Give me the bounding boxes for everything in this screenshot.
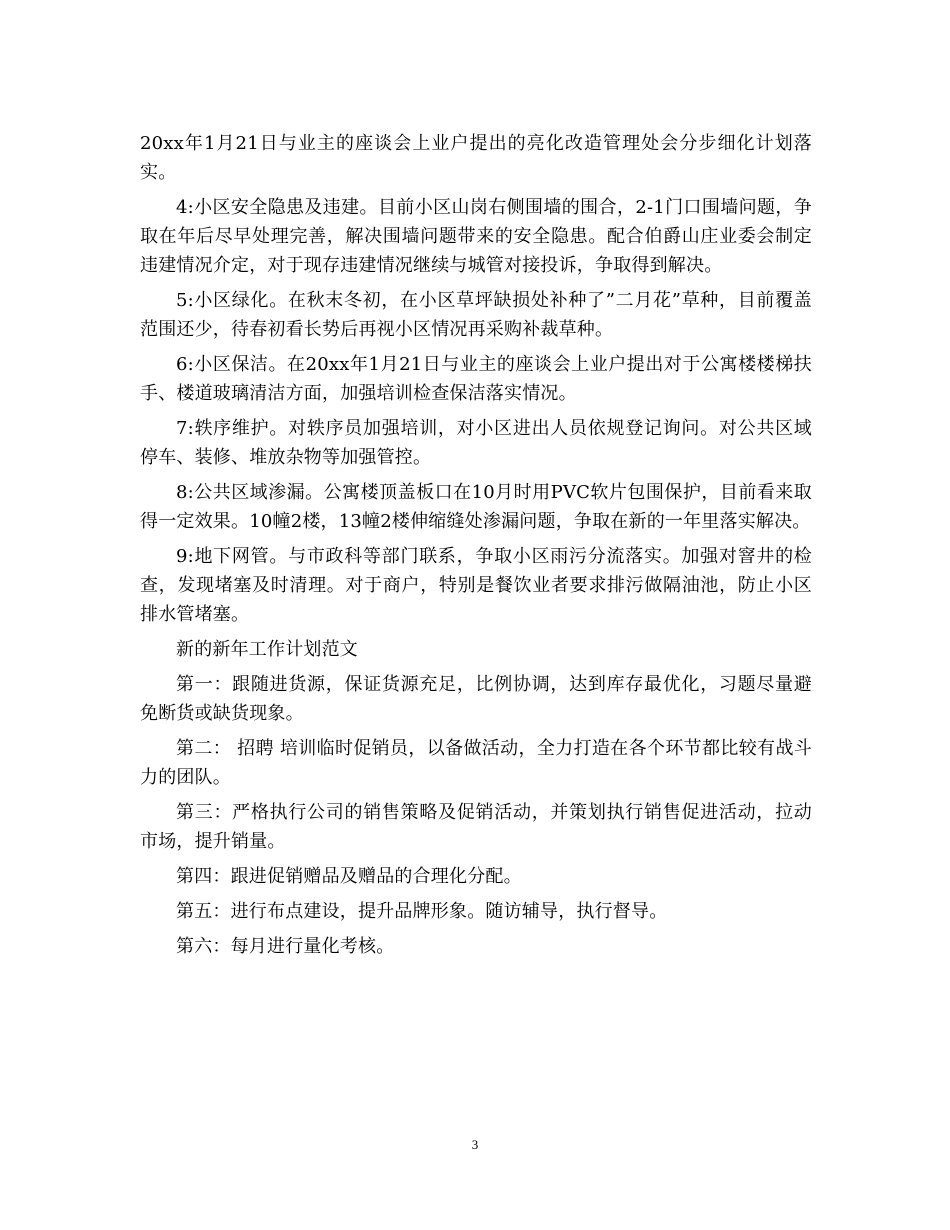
plan-item-1: 第一：跟随进货源，保证货源充足，比例协调，达到库存最优化，习题尽量避免断货或缺货现象。 bbox=[140, 674, 812, 724]
plan-item-4: 第四：跟进促销赠品及赠品的合理化分配。 bbox=[176, 866, 522, 887]
paragraph-item-5: 5:小区绿化。在秋末冬初，在小区草坪缺损处补种了”二月花”草种，目前覆盖范围还少，待春初看长势后再视小区情况再采购补裁草种。 bbox=[140, 290, 812, 340]
plan-item-3: 第三：严格执行公司的销售策略及促销活动，并策划执行销售促进活动，拉动市场，提升销量。 bbox=[140, 802, 812, 852]
plan-item-5: 第五：进行布点建设，提升品牌形象。随访辅导，执行督导。 bbox=[176, 901, 668, 922]
paragraph-item-4: 4:小区安全隐患及违建。目前小区山岗右侧围墙的围合，2-1门口围墙问题，争取在年后尽早处理完善，解决围墙问题带来的安全隐患。配合伯爵山庄业委会制定违建情况介定，对于现存违建情况继续与城管对接投诉，争取得到解决。 bbox=[140, 197, 812, 276]
paragraph-item-8: 8:公共区域渗漏。公寓楼顶盖板口在10月时用PVC软片包围保护，目前看来取得一定效果。10幢2楼，13幢2楼伸缩缝处渗漏问题，争取在新的一年里落实解决。 bbox=[140, 482, 812, 532]
paragraph-item-7: 7:轶序维护。对轶序员加强培训，对小区进出人员依规登记询问。对公共区域停车、装修、堆放杂物等加强管控。 bbox=[140, 418, 812, 468]
page-number: 3 bbox=[471, 1137, 479, 1152]
plan-item-6: 第六：每月进行量化考核。 bbox=[176, 936, 395, 957]
document-body bbox=[140, 129, 812, 967]
section-heading: 新的新年工作计划范文 bbox=[176, 639, 358, 660]
paragraph-item-6: 6:小区保洁。在20xx年1月21日与业主的座谈会上业户提出对于公寓楼楼梯扶手、楼道玻璃清洁方面，加强培训检查保洁落实情况。 bbox=[140, 354, 812, 404]
paragraph-item-9: 9:地下网管。与市政科等部门联系，争取小区雨污分流落实。加强对窨井的检查，发现堵塞及时清理。对于商户，特别是餐饮业者要求排污做隔油池，防止小区排水管堵塞。 bbox=[140, 546, 812, 625]
paragraph-continuation: 20xx年1月21日与业主的座谈会上业户提出的亮化改造管理处会分步细化计划落实。 bbox=[140, 133, 812, 183]
plan-item-2: 第二： 招聘 培训临时促销员，以备做活动，全力打造在各个环节都比较有战斗力的团队。 bbox=[140, 738, 812, 788]
